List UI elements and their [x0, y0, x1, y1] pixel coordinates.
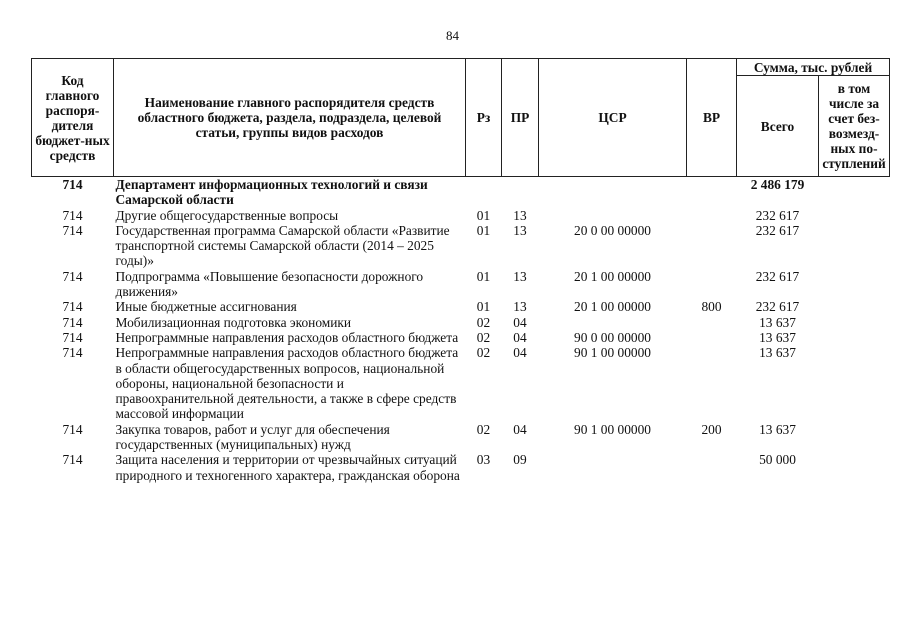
cell-name: Непрограммные направления расходов областного бюджета — [115, 329, 459, 345]
cell-rz: 01 — [476, 207, 491, 223]
cell-gratuitous — [819, 422, 890, 453]
table-row — [32, 299, 890, 314]
cell-total: 2 486 179 — [750, 177, 805, 192]
cell-pr: 09 — [513, 452, 527, 468]
cell-rz: 02 — [476, 329, 491, 345]
table-row — [32, 452, 890, 483]
cell-gratuitous — [819, 330, 890, 345]
cell-vr — [687, 315, 737, 330]
cell-rz: 02 — [476, 314, 491, 330]
cell-csr: 90 1 00 00000 — [574, 421, 651, 437]
cell-code: 714 — [62, 345, 83, 361]
cell-total: 13 637 — [759, 345, 796, 361]
cell-total: 13 637 — [759, 421, 796, 437]
table-header — [32, 59, 890, 177]
cell-csr: 20 0 00 00000 — [574, 222, 651, 238]
cell-gratuitous — [819, 269, 890, 300]
cell-name: Непрограммные направления расходов областного бюджета в области общегосударственных вопросов, национальной обороны, национальной безопасности и правоохранительной деятельности, а также в сфере средств массовой информации — [115, 345, 459, 422]
cell-code: 714 — [62, 329, 83, 345]
header-pr: ПР — [502, 59, 539, 177]
cell-vr — [687, 452, 737, 483]
cell-total: 50 000 — [759, 452, 796, 468]
cell-pr: 13 — [513, 207, 527, 223]
cell-code: 714 — [62, 299, 83, 315]
cell-pr: 04 — [513, 421, 527, 437]
cell-rz: 01 — [476, 222, 491, 238]
cell-name: Департамент информационных технологий и связи Самарской области — [115, 177, 428, 208]
cell-vr — [687, 269, 737, 300]
cell-gratuitous — [819, 452, 890, 483]
table-row-department — [32, 177, 890, 208]
cell-rz — [466, 177, 502, 208]
cell-rz: 02 — [476, 345, 491, 361]
cell-total: 13 637 — [759, 314, 796, 330]
cell-name: Мобилизационная подготовка экономики — [115, 314, 352, 330]
cell-vr — [687, 208, 737, 223]
cell-vr — [687, 177, 737, 208]
cell-code: 714 — [62, 452, 83, 468]
cell-name: Иные бюджетные ассигнования — [115, 299, 297, 315]
cell-pr — [502, 177, 539, 208]
cell-gratuitous — [819, 345, 890, 421]
cell-rz: 01 — [476, 268, 491, 284]
cell-pr: 13 — [513, 299, 527, 315]
header-gratuitous: в том числе за счет без-возмезд-ных по-ступлений — [819, 76, 890, 177]
header-name: Наименование главного распорядителя средств областного бюджета, раздела, подраздела, целевой статьи, группы видов расходов — [114, 59, 466, 177]
cell-name: Подпрограмма «Повышение безопасности дорожного движения» — [115, 268, 424, 300]
cell-rz: 02 — [476, 421, 491, 437]
cell-gratuitous — [819, 223, 890, 269]
table-body — [32, 177, 890, 483]
cell-pr: 04 — [513, 329, 527, 345]
table-row — [32, 422, 890, 453]
cell-gratuitous — [819, 299, 890, 314]
table-row — [32, 208, 890, 223]
cell-vr — [687, 223, 737, 269]
cell-csr: 20 1 00 00000 — [574, 268, 651, 284]
cell-code: 714 — [62, 268, 83, 284]
cell-vr: 200 — [701, 421, 722, 437]
cell-vr — [687, 345, 737, 421]
cell-code: 714 — [62, 421, 83, 437]
cell-csr — [539, 208, 687, 223]
cell-rz: 01 — [476, 299, 491, 315]
cell-pr: 13 — [513, 268, 527, 284]
cell-total: 232 617 — [755, 222, 800, 238]
table-row — [32, 269, 890, 300]
cell-gratuitous — [819, 177, 890, 208]
cell-vr — [687, 330, 737, 345]
cell-code: 714 — [62, 207, 83, 223]
cell-name: Другие общегосударственные вопросы — [115, 207, 339, 223]
header-rz: Рз — [466, 59, 502, 177]
cell-total: 232 617 — [755, 299, 800, 315]
header-sum-group: Сумма, тыс. рублей — [737, 59, 890, 76]
cell-code: 714 — [62, 314, 83, 330]
cell-csr: 90 1 00 00000 — [574, 345, 651, 361]
cell-total: 13 637 — [759, 329, 796, 345]
cell-total: 232 617 — [755, 207, 800, 223]
cell-csr — [539, 452, 687, 483]
page-number: 84 — [446, 28, 459, 43]
header-total: Всего — [737, 76, 819, 177]
cell-name: Защита населения и территории от чрезвычайных ситуаций природного и техногенного характера, гражданская оборона — [115, 452, 460, 483]
cell-total: 232 617 — [755, 268, 800, 284]
table-row — [32, 223, 890, 269]
cell-pr: 04 — [513, 345, 527, 361]
header-code: Код главного распоря-дителя бюджет-ных средств — [32, 59, 114, 177]
cell-name: Государственная программа Самарской области «Развитие транспортной системы Самарской области (2014 – 2025 годы)» — [115, 222, 450, 269]
cell-gratuitous — [819, 208, 890, 223]
budget-table — [31, 58, 890, 483]
table-row — [32, 345, 890, 421]
cell-csr — [539, 315, 687, 330]
table-row — [32, 330, 890, 345]
cell-name: Закупка товаров, работ и услуг для обеспечения государственных (муниципальных) нужд — [115, 421, 390, 453]
cell-rz: 03 — [476, 452, 491, 468]
cell-pr: 13 — [513, 222, 527, 238]
cell-csr — [539, 177, 687, 208]
header-csr: ЦСР — [539, 59, 687, 177]
cell-pr: 04 — [513, 314, 527, 330]
cell-vr: 800 — [701, 299, 722, 315]
cell-code: 714 — [62, 222, 83, 238]
cell-gratuitous — [819, 315, 890, 330]
table-row — [32, 315, 890, 330]
cell-csr: 20 1 00 00000 — [574, 299, 651, 315]
cell-code: 714 — [62, 177, 83, 192]
header-vr: ВР — [687, 59, 737, 177]
cell-csr: 90 0 00 00000 — [574, 329, 651, 345]
